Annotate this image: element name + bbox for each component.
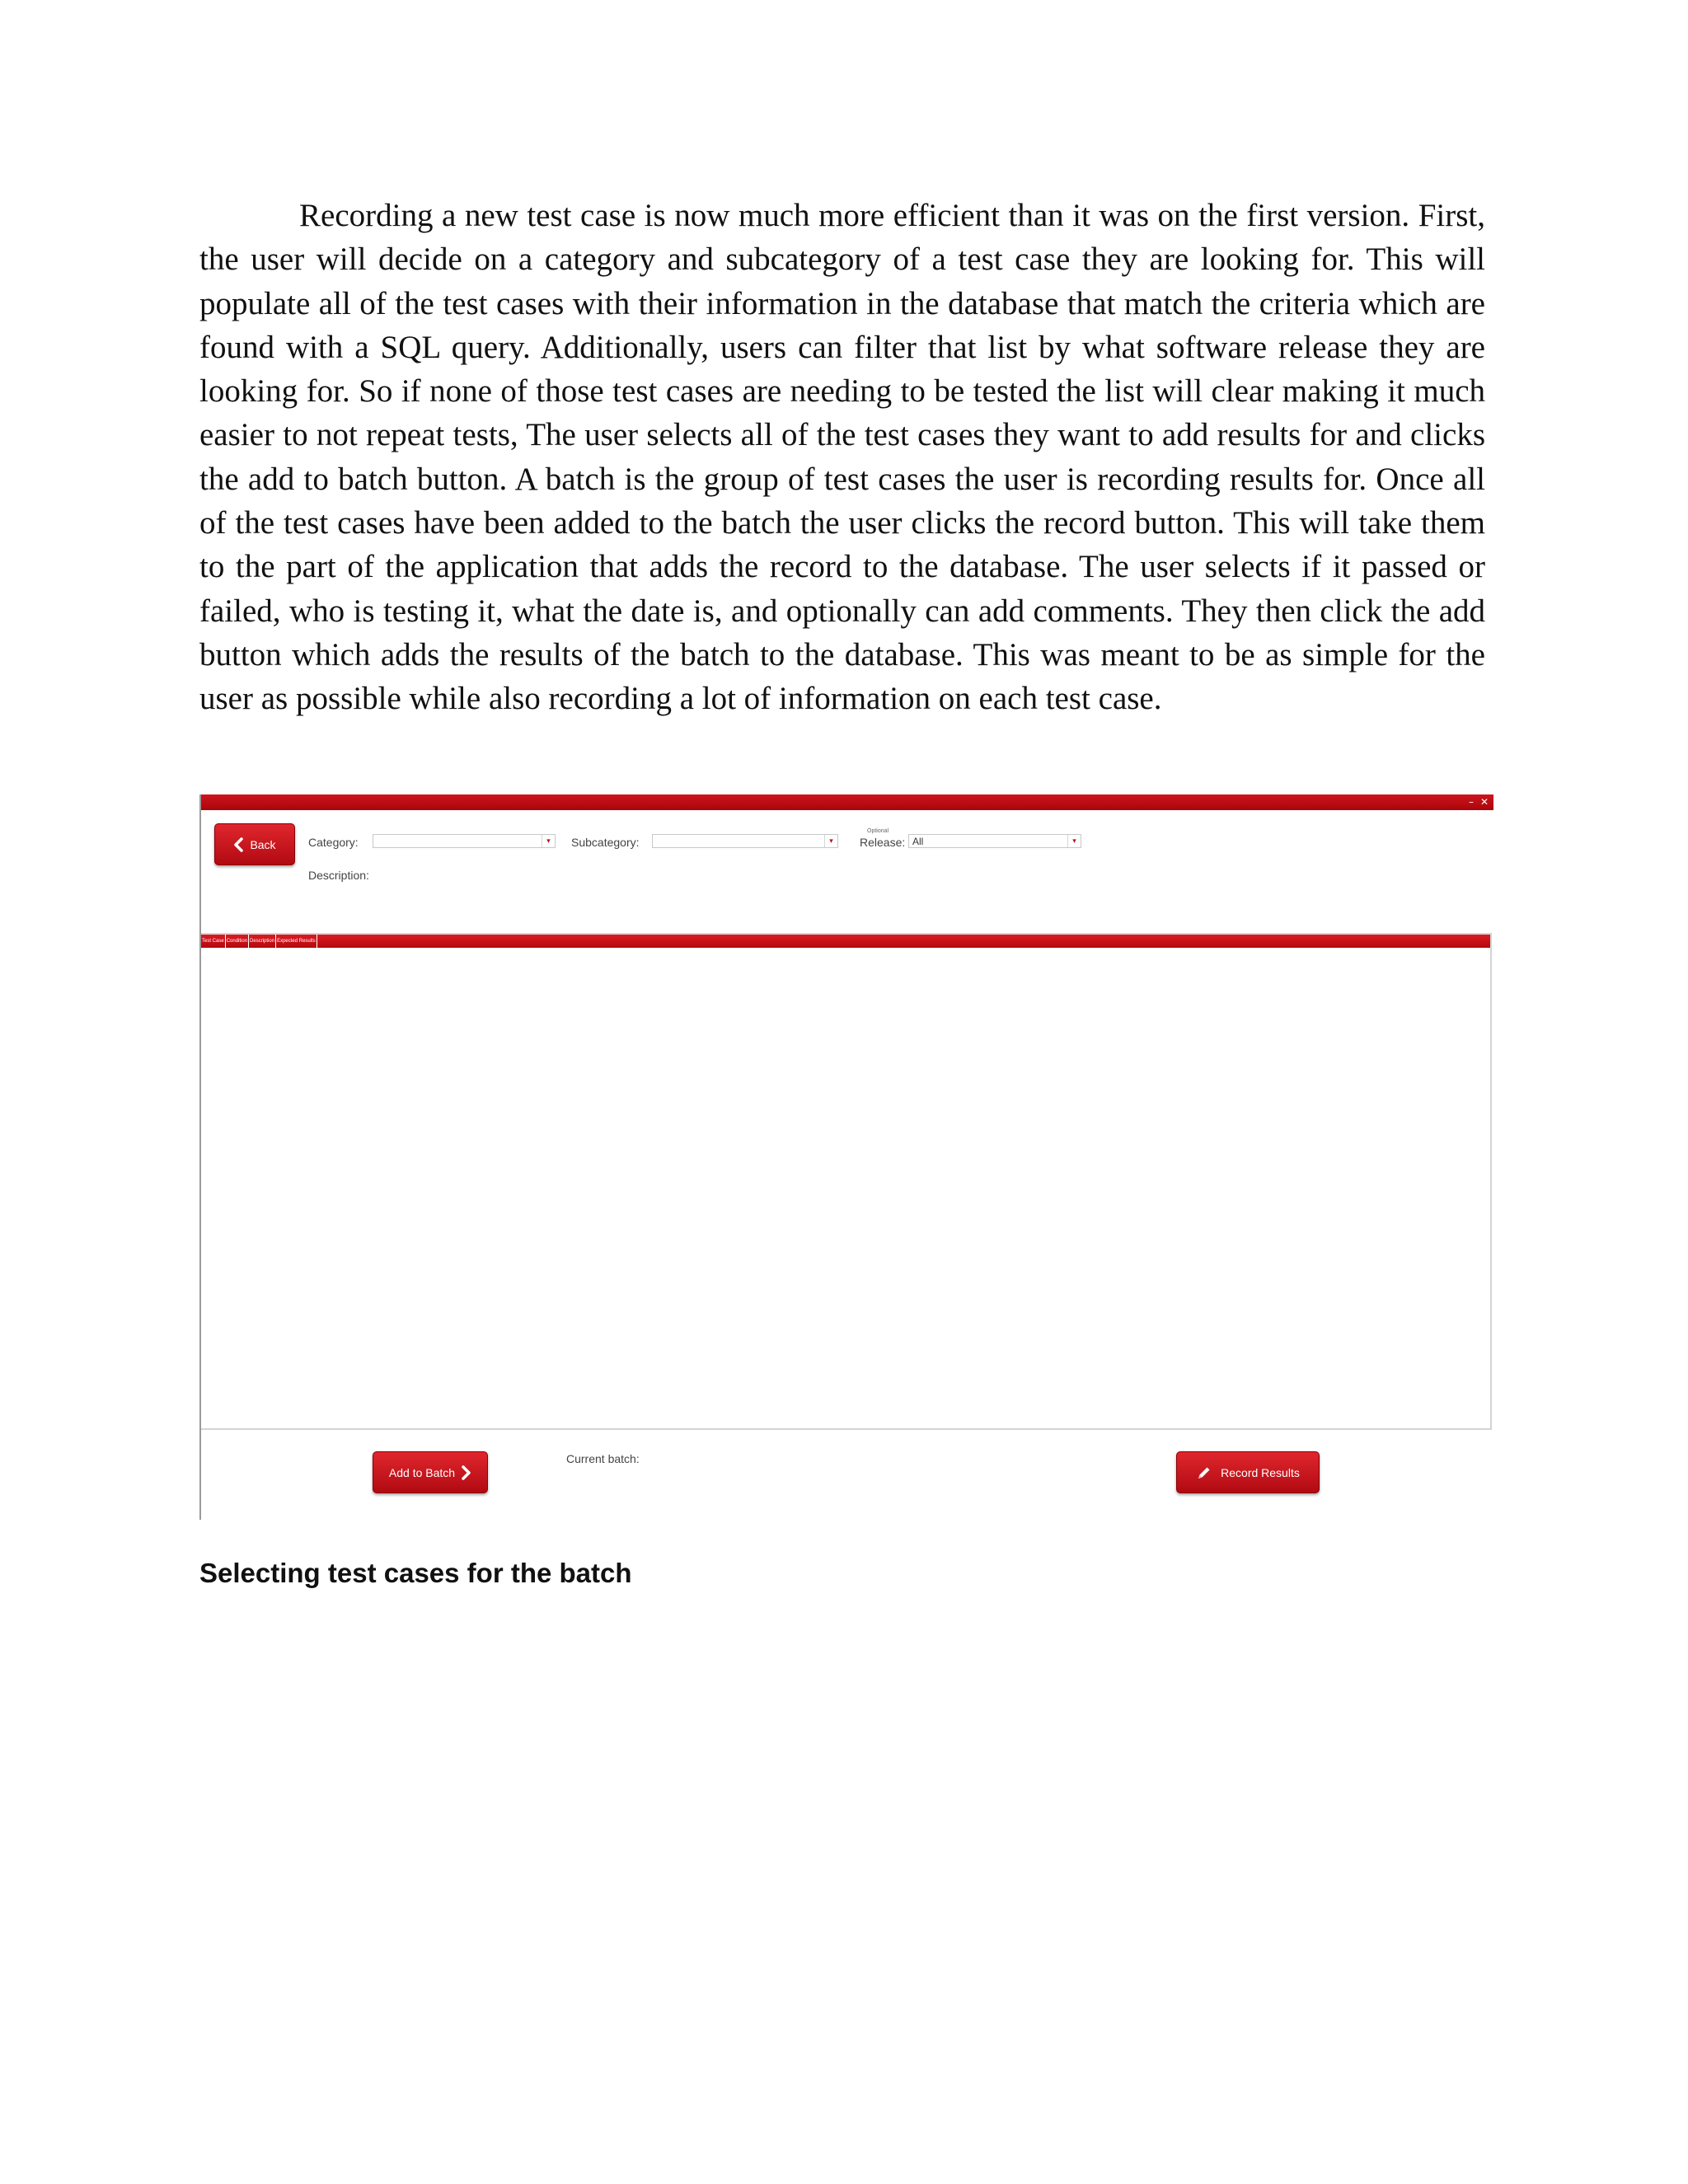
chevron-down-icon: ▾ [1067, 835, 1081, 847]
release-value: All [912, 836, 924, 847]
minimize-button[interactable]: – [1468, 796, 1474, 808]
figure-caption: Selecting test cases for the batch [199, 1558, 632, 1588]
category-label: Category: [308, 836, 359, 849]
category-select[interactable] [373, 834, 556, 848]
column-header-condition[interactable]: Condition [226, 935, 249, 948]
add-to-batch-label: Add to Batch [388, 1465, 456, 1479]
body-paragraph: Recording a new test case is now much more efficient than it was on the first version. First, the user will decide on a category and subcategory of a test case they are looking for. This will populate all of the test cases with their information in the database that match the criteria which are found with a SQL query. Additionally, users can filter that list by what software release they are looking for. So if none of those test cases are needing to be tested the list will clear making it much easier to not repeat tests, The user selects all of the test cases they want to add results for and clicks the add to batch button. A batch is the group of test cases the user is recording results for. Once all of the test cases have been added to the batch the user clicks the record button. This will take them to the part of the application that adds the record to the database. The user selects if it passed or failed, who is testing it, what the date is, and optionally can add comments. They then click the add button which adds the results of the batch to the database. This was meant to be as simple for the user as possible while also recording a lot of information on each test case. [199, 198, 1485, 717]
column-header-test-case[interactable]: Test Case [201, 935, 226, 948]
subcategory-select[interactable] [652, 834, 838, 848]
close-button[interactable]: ✕ [1479, 796, 1489, 808]
title-bar [201, 794, 1493, 810]
chevron-right-icon [462, 1465, 471, 1480]
subcategory-label: Subcategory: [571, 836, 640, 849]
chevron-down-icon: ▾ [824, 835, 837, 847]
back-button-label: Back [250, 837, 276, 851]
back-button[interactable] [214, 823, 295, 865]
release-label: Release: [860, 836, 906, 849]
record-results-button[interactable] [1176, 1451, 1320, 1493]
current-batch-label: Current batch: [566, 1452, 640, 1465]
chevron-left-icon [233, 837, 243, 852]
optional-label: Optional [867, 828, 889, 834]
pencil-icon [1196, 1465, 1212, 1481]
test-case-grid[interactable] [201, 933, 1492, 1430]
add-to-batch-button[interactable] [373, 1451, 488, 1493]
description-label: Description: [308, 869, 369, 882]
chevron-down-icon: ▾ [542, 835, 555, 847]
window-controls [1469, 794, 1489, 810]
grid-header [201, 935, 1490, 948]
app-screenshot [199, 794, 1493, 1520]
column-header-expected-results[interactable]: Expected Results [276, 935, 317, 948]
column-header-description[interactable]: Description [249, 935, 276, 948]
release-select[interactable] [908, 834, 1081, 848]
record-results-label: Record Results [1221, 1465, 1300, 1479]
